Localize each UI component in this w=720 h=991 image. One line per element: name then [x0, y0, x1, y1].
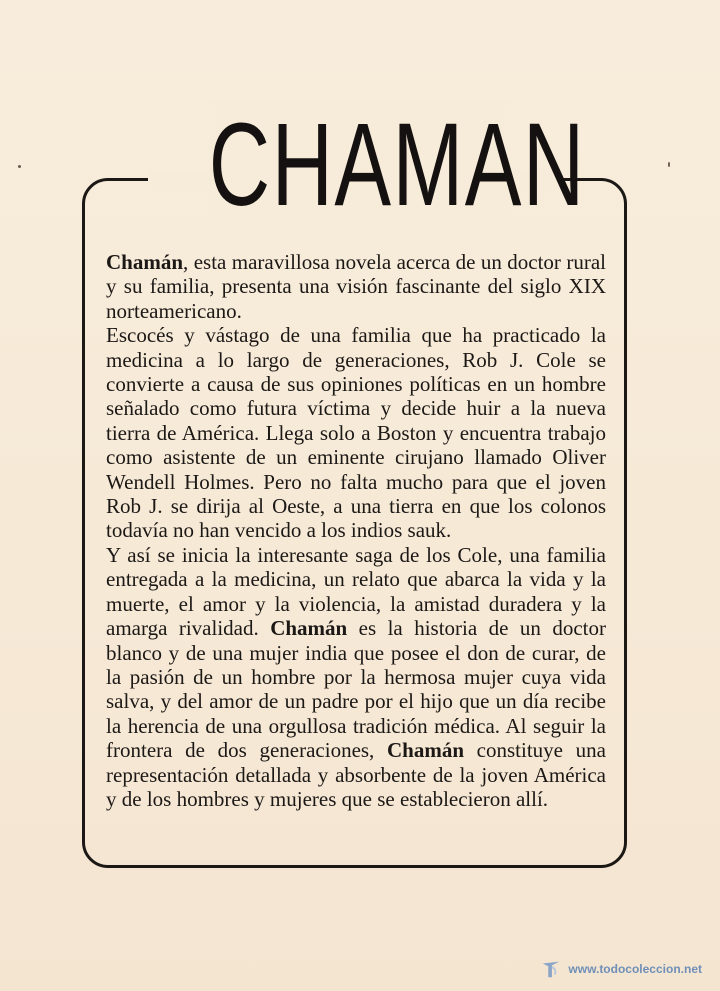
site-watermark[interactable]	[540, 958, 702, 980]
synopsis-run: Y así se inicia la interesante saga de los Cole, una familia entregada a la medicina, un relato que abarca la vida y la muerte, el amor y la violencia, la amistad duradera y la amarga rivalidad.	[106, 542, 606, 641]
synopsis-run: Escocés y vástago de una familia que ha practicado la medicina a lo largo de generaciones, Rob J. Cole se convierte a causa de sus opiniones políticas en un hombre señalado como futura víctima y decide huir a la nueva tierra de América. Llega solo a Boston y encuentra trabajo como asistente de un eminente cirujano llamado Oliver Wendell Holmes. Pero no falta mucho para que el joven Rob J. se dirija al Oeste, a una tierra en que los colonos todavía no han vencido a los indios sauk.	[106, 323, 606, 543]
todocoleccion-logo-icon	[540, 958, 562, 980]
book-title-inline: Chamán	[106, 250, 184, 274]
watermark-text: www.todocoleccion.net	[568, 962, 702, 976]
paper-speck	[668, 162, 670, 167]
book-title: CHAMAN	[208, 99, 586, 231]
synopsis-paragraph	[106, 250, 606, 323]
synopsis-run: , esta maravillosa novela acerca de un doctor rural y su familia, presenta una visión fascinante del siglo XIX norteamericano.	[106, 250, 606, 323]
synopsis-text	[106, 250, 606, 811]
book-title-inline: Chamán	[386, 738, 465, 763]
synopsis-paragraph	[106, 323, 606, 543]
synopsis-run: es la historia de un doctor blanco y de una mujer india que posee el don de curar, de la pasión de un hombre por la hermosa mujer cuya vida salva, y del amor de un padre por el hijo que un día recibe la herencia de una orgullosa tradición médica. Al seguir la frontera de dos generaciones,	[106, 616, 606, 763]
synopsis-run: constituye una representación detallada y absorbente de la joven América y de los hombres y mujeres que se establecieron allí.	[106, 738, 606, 811]
paper-speck	[18, 165, 21, 168]
book-title-inline: Chamán	[270, 616, 348, 641]
synopsis-paragraph	[106, 543, 606, 811]
